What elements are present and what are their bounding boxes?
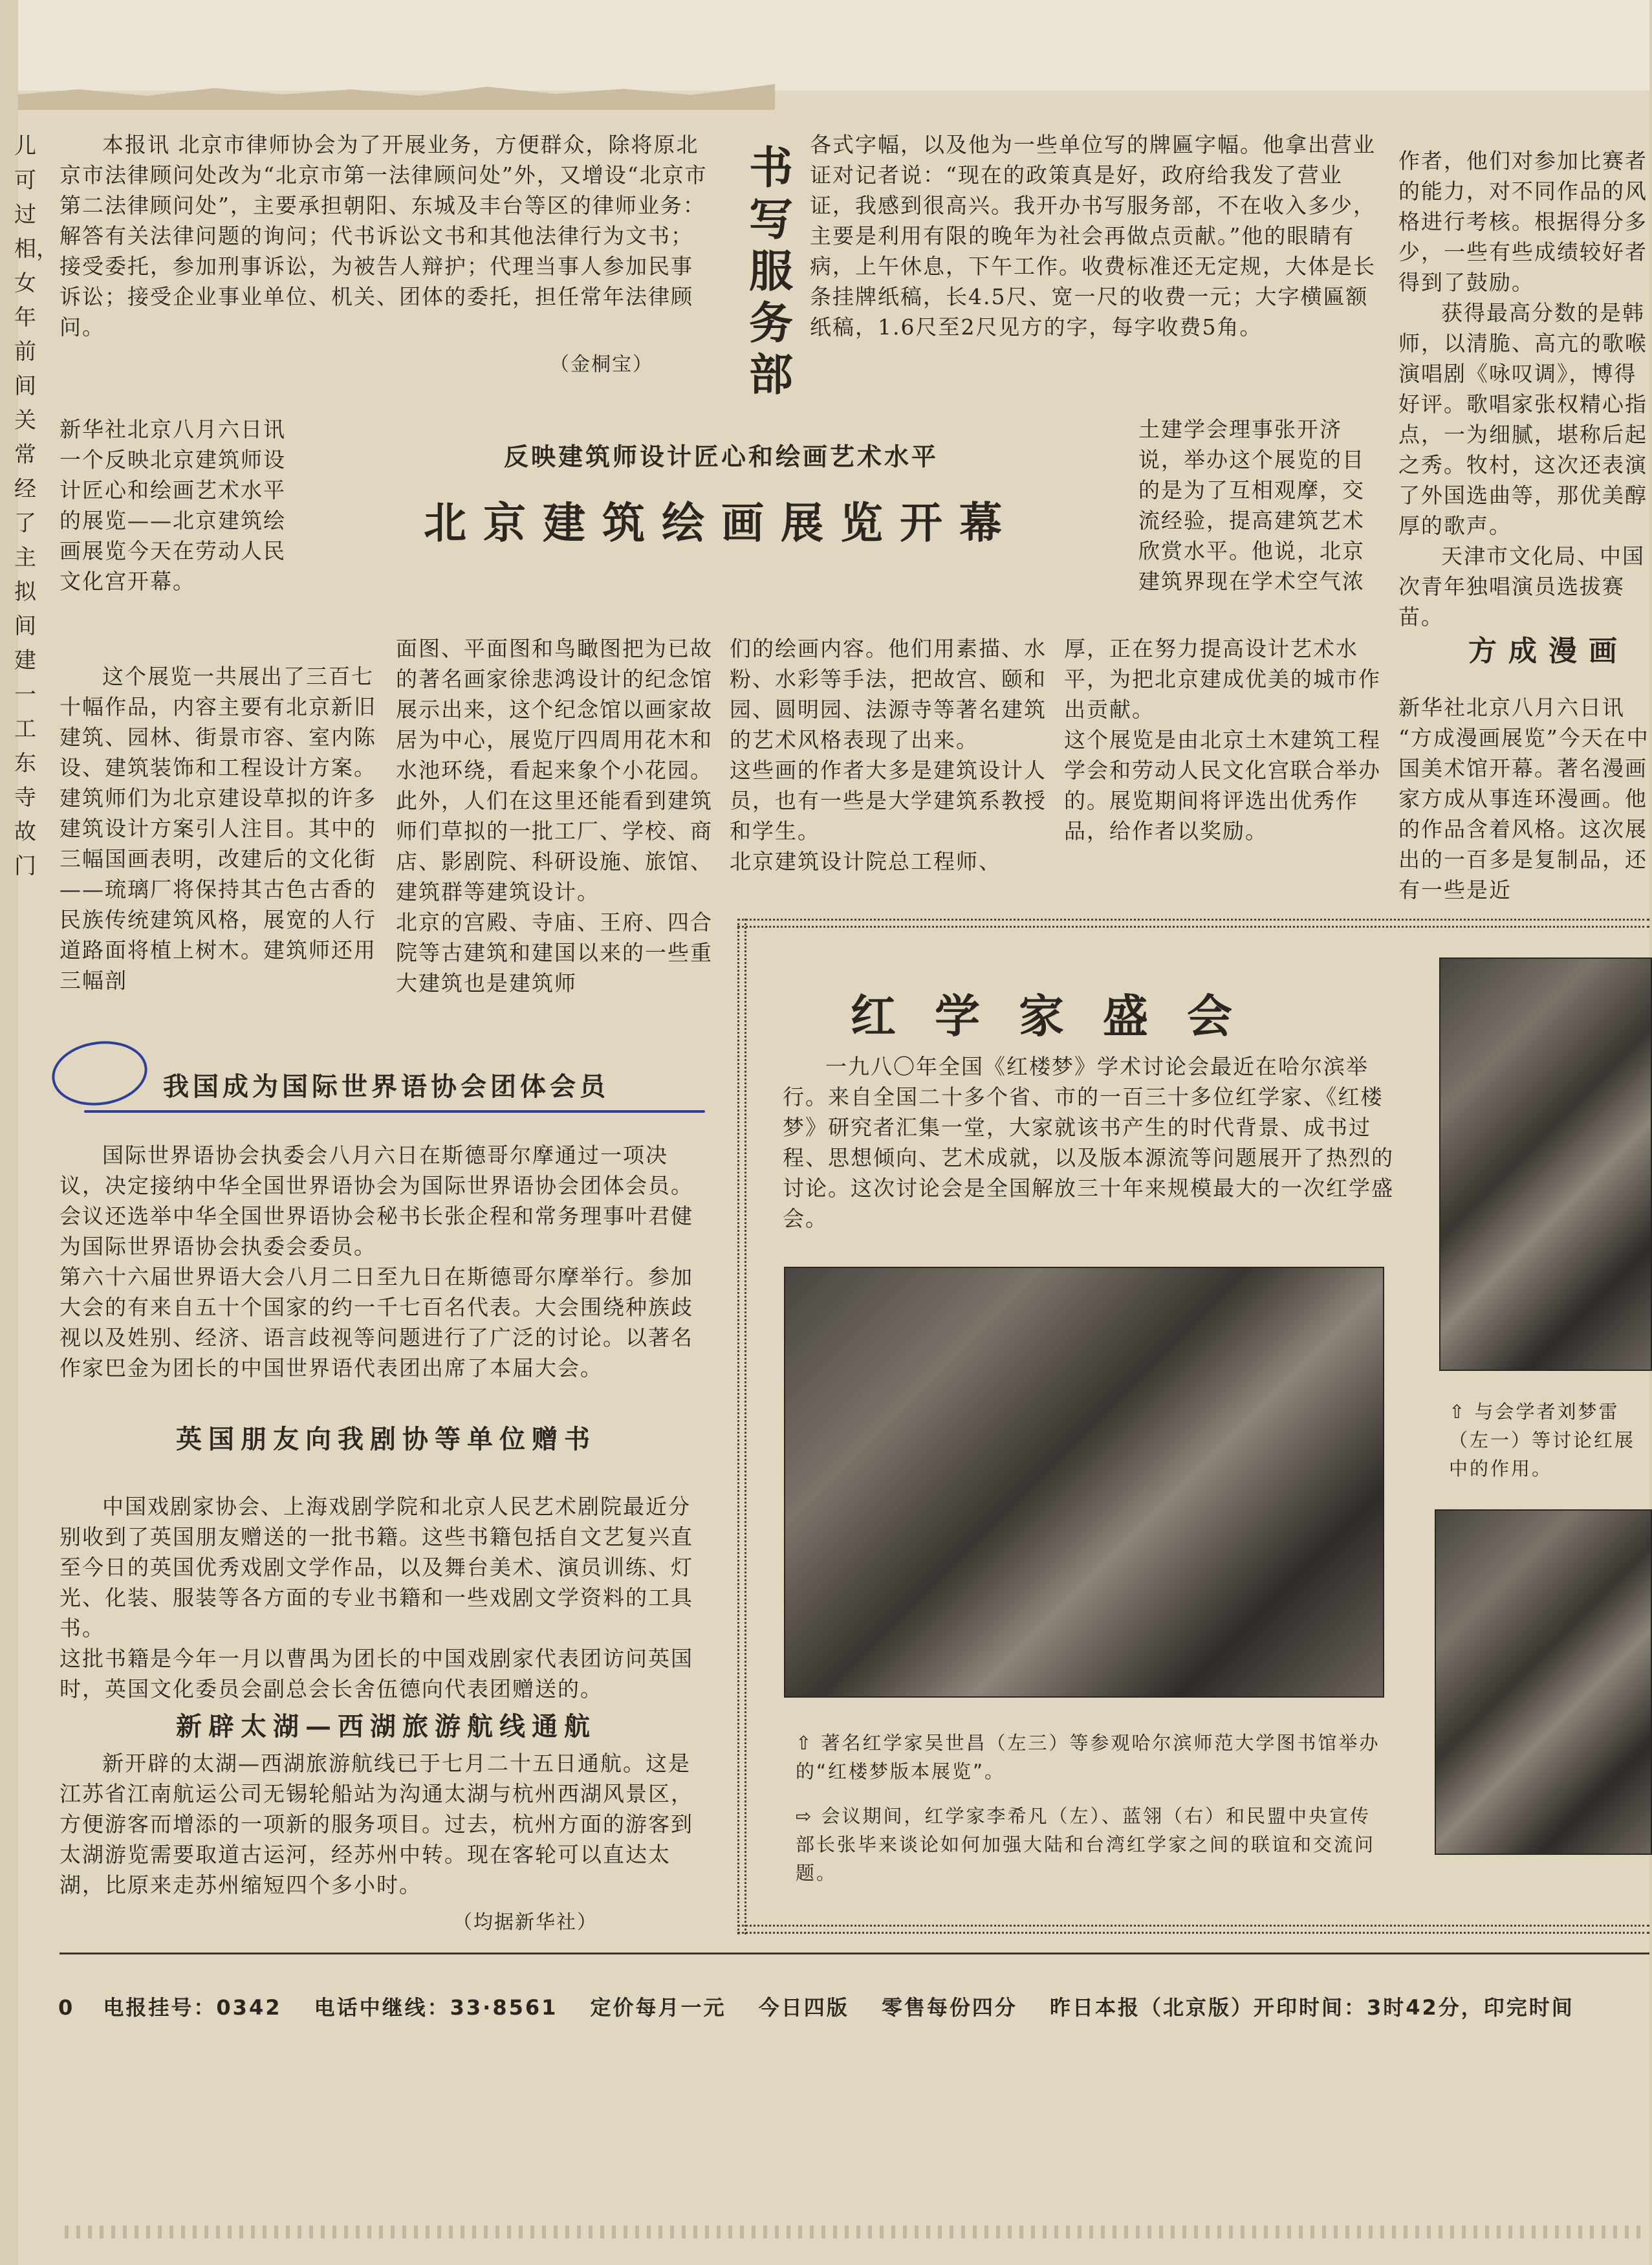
redology-paragraph: 一九八〇年全国《红楼梦》学术讨论会最近在哈尔滨举行。来自全国二十多个省、市的一百三十多位红学家、《红楼梦》研究者汇集一堂，大家就该书产生的时代背景、成书过程、思想倾向、艺术成就，以及版本源流等问题展开了热烈的讨论。这次讨论会是全国解放三十年来规模最大的一次红学盛会。 bbox=[783, 1054, 1394, 1231]
lawyer-paragraph: 本报讯 北京市律师协会为了开展业务，方便群众，除将原北京市法律顾问处改为“北京市第一法律顾问处”外，又增设“北京市第二法律顾问处”，主要承担朝阳、东城及丰台等区的律师业务：解答有关法律问题的询问；代书诉讼文书和其他法律行为文书；接受委托，参加刑事诉讼，为被告人辩护；代理当事人参加民事诉讼；接受企业事业单位、机关、团体的委托，担任常年法律顾问。 bbox=[60, 132, 708, 340]
architecture-lead bbox=[60, 414, 299, 596]
bottom-torn-edge bbox=[65, 2226, 1643, 2238]
architecture-col2-text: 面图、平面图和鸟瞰图把为已故的著名画家徐悲鸿设计的纪念馆展示出来，这个纪念馆以画家故居为中心，展览厅四周用花木和水池环绕，看起来象个小花园。此外，人们在这里还能看到建筑师们草拟的一批工厂、学校、商店、影剧院、科研设施、旅馆、建筑群等建筑设计。 北京的宫殿、寺庙、王府、四合院等古建筑和建国以来的一些重大建筑也是建筑师 bbox=[396, 636, 713, 996]
right-top-fragment bbox=[1398, 146, 1649, 629]
left-edge-fragment: 儿可过相，女年前间关常经了主拟间建一工东寺故门 bbox=[14, 133, 58, 879]
photo-redologists-exhibition bbox=[784, 1267, 1384, 1698]
cartoon-headline: 方成漫画 bbox=[1468, 635, 1629, 668]
architecture-col1-text: 这个展览一共展出了三百七十幅作品，内容主要有北京新旧建筑、园林、街景市容、室内陈设、建筑装饰和工程设计方案。 建筑师们为北京建设草拟的许多建筑设计方案引人注目。其中的三幅国画表明，改建后的文化街——琉璃厂将保持其古色古香的民族传统建筑风格，展宽的人行道路面将植上树木。建筑师还用三幅剖 bbox=[60, 664, 376, 993]
lawyer-article bbox=[60, 129, 713, 342]
caption-right-photo: ⇧ 与会学者刘梦雷（左一）等讨论红展中的作用。 bbox=[1449, 1401, 1636, 1480]
architecture-col2 bbox=[396, 603, 713, 1017]
footer-telegraph: 电报挂号：0342 bbox=[103, 1995, 282, 2020]
footer-rule bbox=[60, 1953, 1649, 1954]
architecture-col4-text: 厚，正在努力提高设计艺术水平，为把北京建成优美的城市作出贡献。 这个展览是由北京土木建筑工程学会和劳动人民文化宫联合举办的。展览期间将评选出优秀作品，给作者以奖励。 bbox=[1064, 636, 1381, 844]
right-fragment-p1: 作者，他们对参加比赛者的能力，对不同作品的风格进行考核。根据得分多少，一些有些成绩较好者得到了鼓励。 bbox=[1398, 148, 1647, 295]
cartoon-article bbox=[1398, 692, 1649, 925]
esperanto-paragraph: 国际世界语协会执委会八月六日在斯德哥尔摩通过一项决议，决定接纳中华全国世界语协会为国际世界语协会团体会员。会议还选举中华全国世界语协会秘书长张企程和常务理事叶君健为国际世界语协会执委会委员。 第六十六届世界语大会八月二日至九日在斯德哥尔摩举行。参加大会的有来自五十个国家的约一千七百名代表。大会围绕种族歧视以及姓别、经济、语言歧视等问题进行了广泛的讨论。以著名作家巴金为团长的中国世界语代表团出席了本届大会。 bbox=[60, 1143, 693, 1381]
writing-service-article bbox=[810, 129, 1382, 342]
top-margin bbox=[18, 0, 1649, 91]
caption-conversation: ⇨ 会议期间，红学家李希凡（左）、蓝翎（右）和民盟中央宣传部长张毕来谈论如何加强大陆和台湾红学家之间的联谊和交流问题。 bbox=[796, 1805, 1376, 1884]
writing-service-paragraph: 各式字幅，以及他为一些单位写的牌匾字幅。他拿出营业证对记者说：“现在的政策真是好，政府给我发了营业证，我感到很高兴。我开办书写服务部，不在收入多少，主要是利用有限的晚年为社会再做点贡献。”他的眼睛有病，上午休息，下午工作。收费标准还无定规，大体是长条挂牌纸稿，长4.5尺、宽一尺的收费一元；大字横匾额纸稿，1.6尺至2尺见方的字，每字收费5角。 bbox=[810, 132, 1376, 340]
esperanto-article bbox=[60, 1110, 713, 1394]
footer-print: 昨日本报（北京版）开印时间：3时42分，印完时间 bbox=[1050, 1995, 1574, 2020]
architecture-col3 bbox=[730, 603, 1047, 888]
redology-box-bottom-border bbox=[737, 1925, 1649, 1934]
cartoon-paragraph: 新华社北京八月六日讯 “方成漫画展览”今天在中国美术馆开幕。著名漫画家方成从事连环漫画。他的作品含着风格。这次展出的一百多是复制品，还有一些是近 bbox=[1398, 695, 1649, 903]
architecture-headline: 北京建筑绘画展览开幕 bbox=[424, 498, 1019, 548]
photo-scholars-discussion bbox=[1439, 957, 1652, 1371]
architecture-col4-top-text: 土建学会理事张开济说，举办这个展览的目的是为了互相观摩，交流经验，提高建筑艺术欣赏水平。他说，北京建筑界现在学术空气浓 bbox=[1138, 417, 1365, 594]
architecture-col3-text: 们的绘画内容。他们用素描、水粉、水彩等手法，把故宫、颐和园、圆明园、法源寺等著名建筑的艺术风格表现了出来。 这些画的作者大多是建筑设计人员，也有一些是大学建筑系教授和学生。 北京建筑设计院总工程师、 bbox=[730, 636, 1047, 874]
books-paragraph: 中国戏剧家协会、上海戏剧学院和北京人民艺术剧院最近分别收到了英国朋友赠送的一批书籍。这些书籍包括自文艺复兴直至今日的英国优秀戏剧文学作品，以及舞台美术、演员训练、灯光、化装、服装等各方面的专业书籍和一些戏剧文学资料的工具书。 这批书籍是今年一月以曹禺为团长的中国戏剧家代表团访问英国时，英国文化委员会副总会长舍伍德向代表团赠送的。 bbox=[60, 1494, 693, 1701]
footer-phone: 电话中继线：33·8561 bbox=[314, 1995, 558, 2020]
architecture-lead-text: 新华社北京八月六日讯 一个反映北京建筑师设计匠心和绘画艺术水平的展览——北京建筑绘画展览今天在劳动人民文化宫开幕。 bbox=[60, 417, 286, 594]
right-fragment-p2: 获得最高分数的是韩师，以清脆、高亢的歌喉演唱剧《咏叹调》，博得好评。歌唱家张权精心指点，一为细腻，堪称后起之秀。牧村，这次还表演了外国选曲等，那优美醇厚的歌声。 bbox=[1398, 300, 1647, 538]
esperanto-headline: 我国成为国际世界语协会团体会员 bbox=[163, 1071, 609, 1102]
photo-conference-conversation bbox=[1435, 1509, 1652, 1855]
redology-box-top-border bbox=[737, 919, 1649, 928]
taihu-paragraph: 新开辟的太湖—西湖旅游航线已于七月二十五日通航。这是江苏省江南航运公司无锡轮船站为沟通太湖与杭州西湖风景区，方便游客而增添的一项新的服务项目。过去，杭州方面的游客到太湖游览需要取道古运河，经苏州中转。现在客轮可以直达太湖，比原来走苏州缩短四个多小时。 bbox=[60, 1751, 693, 1898]
books-article bbox=[60, 1461, 713, 1720]
redology-box-left-border bbox=[737, 919, 746, 1934]
footer-lead: 0 bbox=[58, 1995, 75, 2020]
lawyer-byline: （金桐宝） bbox=[550, 353, 653, 376]
taihu-article bbox=[60, 1748, 713, 1903]
footer-pages: 今日四版 bbox=[758, 1995, 849, 2020]
caption-exhibition: ⇧ 著名红学家吴世昌（左三）等参观哈尔滨师范大学图书馆举办的“红楼梦版本展览”。 bbox=[796, 1732, 1380, 1782]
architecture-col1 bbox=[60, 631, 383, 1019]
architecture-subhead: 反映建筑师设计匠心和绘画艺术水平 bbox=[503, 442, 939, 471]
writing-service-headline: 书写服务部 bbox=[748, 142, 793, 401]
taihu-headline: 新辟太湖—西湖旅游航线通航 bbox=[176, 1711, 596, 1742]
footer-price: 定价每月一元 bbox=[590, 1995, 726, 2020]
architecture-col4 bbox=[1064, 603, 1384, 862]
architecture-col4-top bbox=[1138, 414, 1384, 596]
right-fragment-p3: 天津市文化局、中国次青年独唱演员选拔赛苗。 bbox=[1398, 543, 1645, 629]
footer-info bbox=[58, 1991, 1598, 2021]
books-headline: 英国朋友向我剧协等单位赠书 bbox=[176, 1424, 596, 1454]
redology-article bbox=[783, 1051, 1404, 1245]
redology-headline: 红学家盛会 bbox=[851, 989, 1271, 1043]
taihu-byline: （均据新华社） bbox=[453, 1911, 598, 1934]
footer-retail: 零售每份四分 bbox=[881, 1995, 1017, 2020]
